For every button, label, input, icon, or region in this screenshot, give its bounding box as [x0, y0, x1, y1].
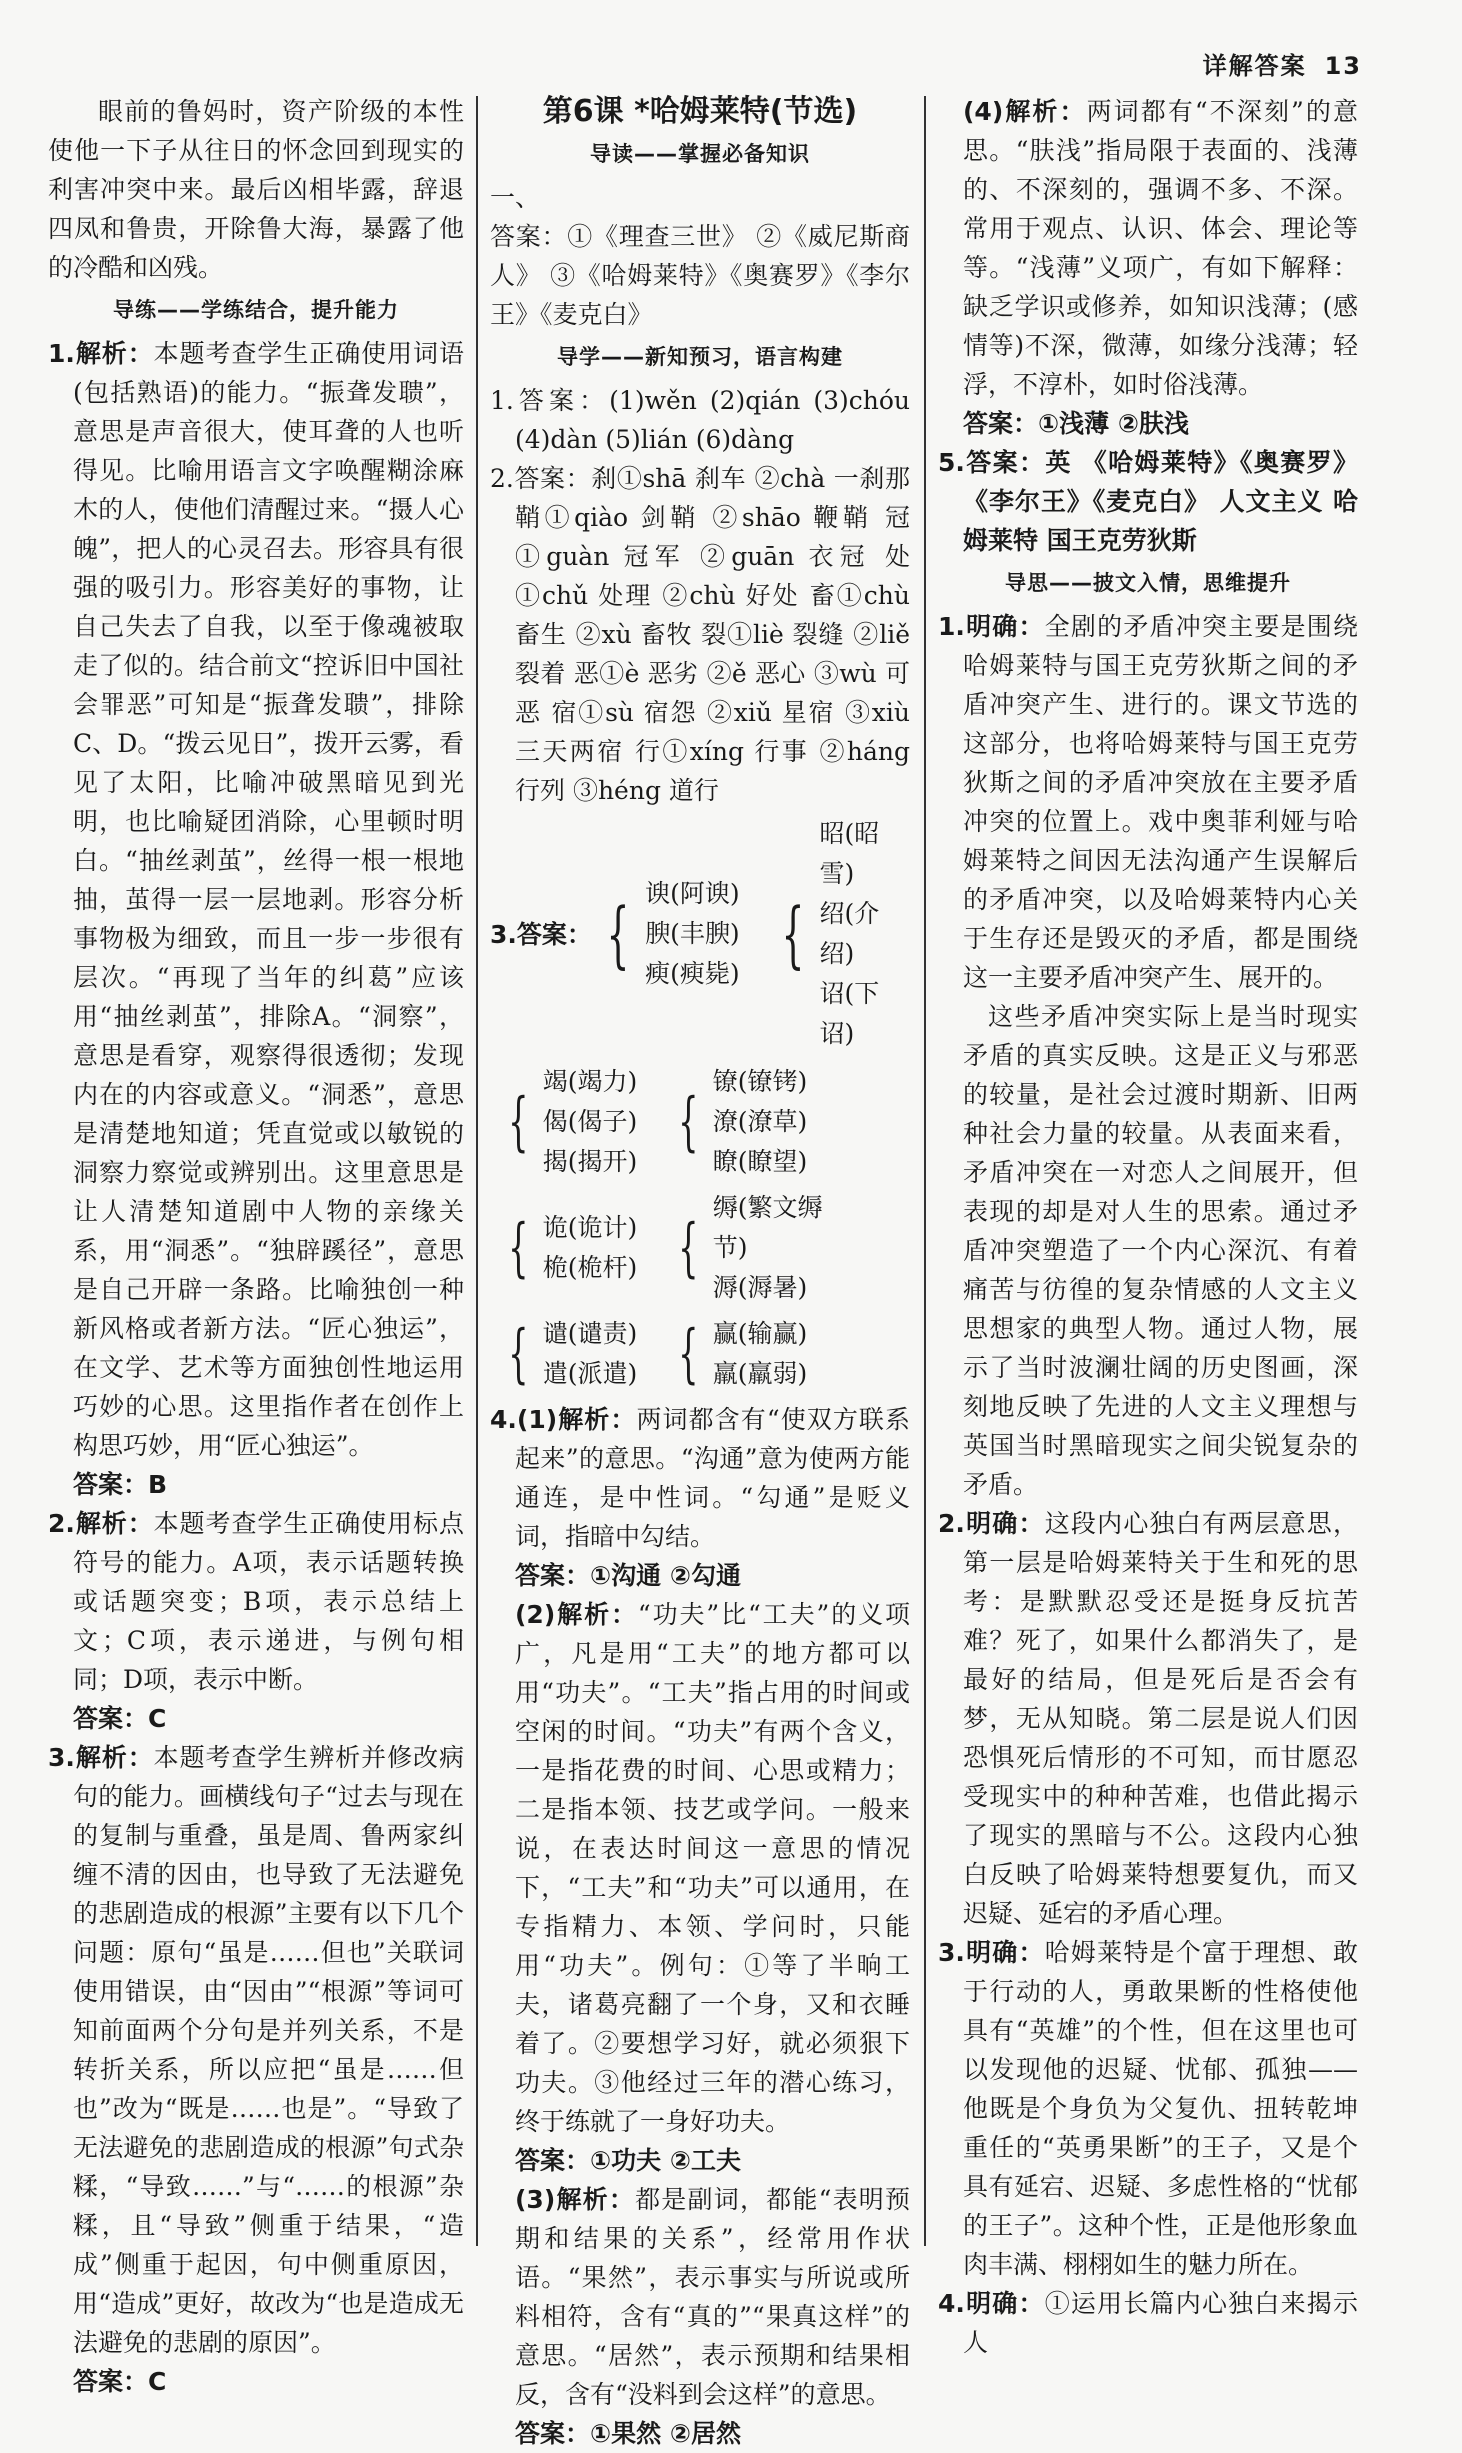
char-item: 诡(诡计) — [542, 1213, 638, 1242]
answer: 1.答案：(1)wěn (2)qián (3)chóu (4)dàn (5)lián (6)dàng — [490, 386, 910, 454]
brace-icon: { — [508, 1211, 529, 1285]
q-label: 3.答案： — [490, 919, 592, 949]
char-item: 瘐(瘐毙) — [645, 959, 740, 988]
explanation: ①运用长篇内心独白来揭示人 — [963, 2289, 1358, 2357]
char-group — [498, 1188, 910, 1308]
char-item: 遣(派遣) — [542, 1359, 638, 1388]
char-group — [498, 1314, 910, 1394]
brace-icon: { — [508, 1085, 529, 1159]
column-left — [48, 92, 464, 2401]
q2-analysis: 本题考查学生正确使用标点符号的能力。A项，表示话题转换或话题突变；B项，表示总结上文；C项，表示递进，与例句相同；D项，表示中断。 — [73, 1509, 464, 1694]
section-heading: 导练——学练结合，提升能力 — [113, 298, 399, 322]
answer: 答案：①沟通 ②勾通 — [515, 1561, 742, 1590]
q-label: 1.明确： — [938, 612, 1045, 641]
char-item: 昭(昭雪) — [819, 819, 880, 888]
char-item: 谀(阿谀) — [645, 879, 740, 908]
answer: 2.答案：刹①shā 刹车 ②chà 一刹那 鞘①qiào 剑鞘 ②shāo 鞭鞘 冠①guàn 冠军 ②guān 衣冠 处①chǔ 处理 ②chù 好处 畜①chù 畜生 ②xù 畜牧 裂①liè 裂缝 ②liě 裂着 恶①è 恶劣 ②ě 恶心 ③wù 可恶 宿①sù 宿怨 ②xiǔ 星宿 ③xiù 三天两宿 行①xíng 行事 ②háng 行列 ③héng 道行 — [490, 464, 910, 805]
char-item: 镣(镣铐) — [712, 1067, 808, 1096]
q-label: 4.明确： — [938, 2289, 1045, 2318]
char-item: 绍(介绍) — [819, 899, 880, 968]
q-label: 1.解析： — [48, 339, 154, 368]
answer: 答案：①浅薄 ②肤浅 — [963, 409, 1190, 438]
q-label: 3.明确： — [938, 1938, 1045, 1967]
lesson-title: 第6课 *哈姆莱特(节选) — [542, 94, 858, 129]
column-divider — [476, 96, 478, 2246]
brace-icon: { — [606, 892, 630, 976]
page-header — [1203, 46, 1362, 81]
char-item: 桅(桅杆) — [542, 1253, 638, 1282]
analysis: 两词都有“不深刻”的意思。“肤浅”指局限于表面的、浅薄的、不深刻的，强调不多、不深。常用于观点、认识、体会、理论等等。“浅薄”义项广，有如下解释：缺乏学识或修养，如知识浅薄；(感情等)不深，微薄，如缘分浅薄；轻浮，不淳朴，如时俗浅薄。 — [963, 97, 1359, 399]
answer: 答案：C — [73, 1704, 167, 1733]
section-heading: 导学——新知预习，语言构建 — [557, 345, 843, 369]
q-label: 2.解析： — [48, 1509, 154, 1538]
answer: 5.答案：英 《哈姆莱特》《奥赛罗》《李尔王》《麦克白》 人文主义 哈姆莱特 国王克劳狄斯 — [938, 448, 1358, 555]
header-title: 详解答案 — [1202, 52, 1307, 80]
char-item: 瞭(瞭望) — [712, 1147, 808, 1176]
q-label: 4.(1)解析： — [490, 1405, 637, 1434]
char-stack — [819, 814, 910, 1054]
char-stack — [645, 874, 770, 994]
intro-paragraph: 眼前的鲁妈时，资产阶级的本性使他一下子从往日的怀念回到现实的利害冲突中来。最后凶相毕露，辞退四凤和鲁贵，开除鲁大海，暴露了他的冷酷和凶残。 — [48, 97, 464, 282]
explanation: 哈姆莱特是个富于理想、敢于行动的人，勇敢果断的性格使他具有“英雄”的个性，但在这里也可以发现他的迟疑、忧郁、孤独——他既是个身负为父复仇、扭转乾坤重任的“英勇果断”的王子，又是个具有延宕、迟疑、多虑性格的“忧郁的王子”。这种个性，正是他形象血肉丰满、栩栩如生的魅力所在。 — [963, 1938, 1358, 2279]
q-label: 2.明确： — [938, 1509, 1045, 1538]
part-label: 一、 — [490, 183, 541, 212]
explanation: 全剧的矛盾冲突主要是围绕哈姆莱特与国王克劳狄斯之间的矛盾冲突产生、进行的。课文节选的这部分，也将哈姆莱特与国王克劳狄斯之间的矛盾冲突放在主要矛盾冲突的位置上。戏中奥菲利娅与哈姆莱特之间因无法沟通产生误解后的矛盾冲突，以及哈姆莱特内心关于生存还是毁灭的矛盾，都是围绕这一主要矛盾冲突产生、展开的。 — [963, 612, 1358, 992]
char-item: 潦(潦草) — [712, 1107, 808, 1136]
char-group — [498, 1062, 910, 1182]
analysis: “功夫”比“工夫”的义项广，凡是用“工夫”的地方都可以用“功夫”。“工夫”指占用的时间或空闲的时间。“功夫”有两个含义，一是指花费的时间、心思或精力；二是指本领、技艺或学问。一般来说，在表达时间这一意思的情况下，“工夫”和“功夫”可以通用，在专指精力、本领、学问时，只能用“功夫”。例句：①等了半晌工夫，诸葛亮翻了一个身，又和衣睡着了。②要想学习好，就必须狠下功夫。③他经过三年的潜心练习，终于练就了一身好功夫。 — [515, 1600, 911, 2136]
char-item: 谴(谴责) — [542, 1319, 638, 1348]
char-item: 羸(羸弱) — [712, 1359, 808, 1388]
page-number: 13 — [1324, 52, 1362, 80]
analysis: 都是副词，都能“表明预期和结果的关系”，经常用作状语。“果然”，表示事实与所说或所料相符，含有“真的”“果真这样”的意思。“居然”，表示预期和结果相反，含有“没料到会这样”的意思。 — [515, 2185, 910, 2409]
char-group — [490, 814, 910, 1054]
char-item: 腴(丰腴) — [645, 919, 740, 948]
q-label: (3)解析： — [515, 2185, 636, 2214]
section-heading: 导思——披文入情，思维提升 — [1005, 571, 1291, 595]
answer: 答案：C — [73, 2367, 167, 2396]
q-label: (2)解析： — [515, 1600, 638, 1629]
answer: 答案：①《理查三世》 ②《威尼斯商人》 ③《哈姆莱特》《奥赛罗》《李尔王》《麦克白》 — [490, 222, 910, 329]
q3-analysis: 本题考查学生辨析并修改病句的能力。画横线句子“过去与现在的复制与重叠，虽是周、鲁两家纠缠不清的因由，也导致了无法避免的悲剧造成的根源”主要有以下几个问题：原句“虽是……但也”关联词使用错误，由“因由”“根源”等词可知前面两个分句是并列关系，不是转折关系，所以应把“虽是……但也”改为“既是……也是”。“导致了无法避免的悲剧造成的根源”句式杂糅，“导致……”与“……的根源”杂糅，且“导致”侧重于结果，“造成”侧重于起因，句中侧重原因，用“造成”更好，故改为“也是造成无法避免的悲剧的原因”。 — [73, 1743, 464, 2357]
column-right — [938, 92, 1358, 2362]
char-item: 溽(溽暑) — [712, 1273, 808, 1302]
brace-icon: { — [508, 1317, 529, 1391]
brace-icon: { — [678, 1085, 699, 1159]
answer: 答案：①功夫 ②工夫 — [515, 2146, 742, 2175]
q1-analysis: 本题考查学生正确使用词语(包括熟语)的能力。“振聋发聩”，意思是声音很大，使耳聋的人也听得见。比喻用语言文字唤醒糊涂麻木的人，使他们清醒过来。“摄人心魄”，把人的心灵召去。形容具有很强的吸引力。形容美好的事物，让自己失去了自我，以至于像魂被取走了似的。结合前文“控诉旧中国社会罪恶”可知是“振聋发聩”，排除C、D。“拨云见日”，拨开云雾，看见了太阳，比喻冲破黑暗见到光明，也比喻疑团消除，心里顿时明白。“抽丝剥茧”，丝得一根一根地抽，茧得一层一层地剥。形容分析事物极为细致，而且一步一步很有层次。“再现了当年的纠葛”应该用“抽丝剥茧”，排除A。“洞察”，意思是看穿，观察得很透彻；发现内在的内容或意义。“洞悉”，意思是清楚地知道；凭直觉或以敏锐的洞察力察觉或辨别出。这里意思是让人清楚知道剧中人物的亲缘关系，用“洞悉”。“独辟蹊径”，意思是自己开辟一条路。比喻独创一种新风格或者新方法。“匠心独运”，在文学、艺术等方面独创性地运用巧妙的心思。这里指作者在创作上构思巧妙，用“匠心独运”。 — [73, 339, 464, 1460]
char-item: 偈(偈子) — [542, 1107, 638, 1136]
brace-icon: { — [678, 1211, 699, 1285]
column-middle — [490, 92, 910, 2453]
column-divider — [924, 96, 926, 2246]
answer: 答案：B — [73, 1470, 168, 1499]
section-heading: 导读——掌握必备知识 — [590, 142, 810, 166]
brace-icon: { — [781, 892, 805, 976]
char-item: 诏(下诏) — [819, 979, 880, 1048]
brace-icon: { — [678, 1317, 699, 1391]
explanation: 这段内心独白有两层意思，第一层是哈姆莱特关于生和死的思考：是默默忍受还是挺身反抗苦难？死了，如果什么都消失了，是最好的结局，但是死后是否会有梦，无从知晓。第二层是说人们因恐惧死后情形的不可知，而甘愿忍受现实中的种种苦难，也借此揭示了现实的黑暗与不公。这段内心独白反映了哈姆莱特想要复仇，而又迟疑、延宕的矛盾心理。 — [963, 1509, 1358, 1928]
q-label: 3.解析： — [48, 1743, 154, 1772]
char-item: 缛(繁文缛节) — [712, 1193, 823, 1262]
q-label: (4)解析： — [963, 97, 1087, 126]
char-item: 揭(揭开) — [542, 1147, 638, 1176]
char-item: 赢(输赢) — [712, 1319, 808, 1348]
analysis: 两词都含有“使双方联系起来”的意思。“沟通”意为使两方能通连，是中性词。“勾通”是贬义词，指暗中勾结。 — [515, 1405, 910, 1551]
explanation: 这些矛盾冲突实际上是当时现实矛盾的真实反映。这是正义与邪恶的较量，是社会过渡时期新、旧两种社会力量的较量。从表面来看，矛盾冲突在一对恋人之间展开，但表现的却是对人生的思索。通过矛盾冲突塑造了一个内心深沉、有着痛苦与彷徨的复杂情感的人文主义思想家的典型人物。通过人物，展示了当时波澜壮阔的历史图画，深刻地反映了先进的人文主义理想与英国当时黑暗现实之间尖锐复杂的矛盾。 — [963, 1002, 1358, 1499]
char-item: 竭(竭力) — [542, 1067, 638, 1096]
answer: 答案：①果然 ②居然 — [515, 2419, 742, 2448]
